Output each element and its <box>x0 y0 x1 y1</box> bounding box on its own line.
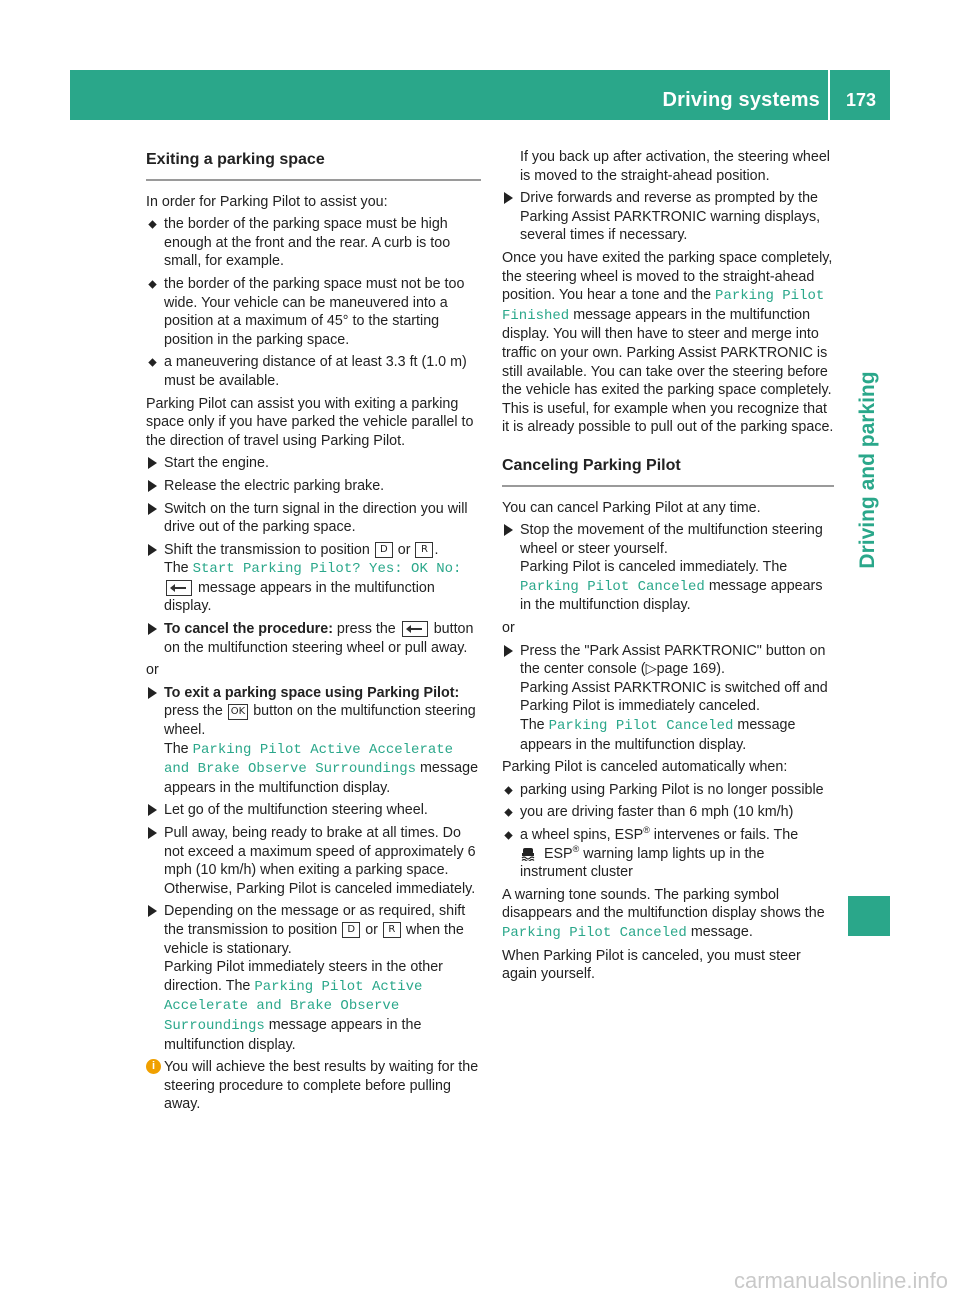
list-item: the border of the parking space must not be too wide. Your vehicle can be maneuvered into a position at a maximum of 45° to the starting position in the parking space. <box>146 275 481 349</box>
section-title: Driving systems <box>662 89 820 111</box>
gear-r-key: R <box>415 542 433 558</box>
page-number: 173 <box>845 90 877 110</box>
list-item: parking using Parking Pilot is no longer possible <box>502 781 834 800</box>
list-item: you are driving faster than 6 mph (10 km/h) <box>502 803 834 822</box>
step-arrow-icon <box>504 524 513 536</box>
or-text: or <box>502 620 515 637</box>
page-ref-arrow-icon: ▷ <box>645 661 657 678</box>
step-item: Press the "Park Assist PARKTRONIC" button on the center console (▷page 169). Parking Assist PARKTRONIC is switched off and Parking Pilot is immediately canceled. The Parking Pilot Canceled message appears in the multifunction display. <box>502 642 834 755</box>
step-arrow-icon <box>148 457 157 469</box>
info-icon: i <box>146 1059 161 1074</box>
gear-r-key: R <box>383 922 401 938</box>
intro-text: In order for Parking Pilot to assist you: <box>146 193 388 210</box>
display-message: Parking Pilot Active Accelerate and Brake Observe Surroundings <box>164 741 454 778</box>
header-bar <box>70 70 890 120</box>
left-column <box>146 148 481 1118</box>
display-message: Parking Pilot Active Accelerate and Brake Observe Surroundings <box>164 978 423 1034</box>
header-divider <box>828 70 830 120</box>
paragraph: When Parking Pilot is canceled, you must steer again yourself. <box>502 947 801 983</box>
step-arrow-icon <box>148 623 157 635</box>
step-item: Pull away, being ready to brake at all times. Do not exceed a maximum speed of approximately 6 mph (10 km/h) when exiting a parking space. Otherwise, Parking Pilot is canceled immediately. <box>146 824 481 898</box>
step-item: Stop the movement of the multifunction steering wheel or steer yourself. Parking Pilot is canceled immediately. The Parking Pilot Canceled message appears in the multifunction display. <box>502 521 834 615</box>
display-message: Start Parking Pilot? Yes: OK No: <box>192 561 462 578</box>
list-item: a maneuvering distance of at least 3.3 ft (1.0 m) must be available. <box>146 353 481 390</box>
list-item: the border of the parking space must be high enough at the front and the rear. A curb is too small, for example. <box>146 215 481 271</box>
side-tab-marker <box>848 896 890 936</box>
step-arrow-icon <box>148 503 157 515</box>
step-item: Release the electric parking brake. <box>146 477 481 496</box>
paragraph: Parking Pilot can assist you with exiting a parking space only if you have parked the vehicle parallel to the direction of travel using Parking Pilot. <box>146 395 474 449</box>
step-item: Let go of the multifunction steering wheel. <box>146 801 481 820</box>
step-item: Drive forwards and reverse as prompted by the Parking Assist PARKTRONIC warning displays, several times if necessary. <box>502 189 834 245</box>
step-arrow-icon <box>148 687 157 699</box>
step-item: Switch on the turn signal in the direction you will drive out of the parking space. <box>146 500 481 537</box>
step-item: Shift the transmission to position D or R . The Start Parking Pilot? Yes: OK No: message appears in the multifunction display. <box>146 541 481 616</box>
paragraph: If you back up after activation, the steering wheel is moved to the straight-ahead position. <box>520 149 830 184</box>
esp-warning-icon <box>520 847 536 861</box>
back-button-icon <box>166 580 192 596</box>
display-message: Parking Pilot Canceled <box>520 578 705 595</box>
section-heading: Canceling Parking Pilot <box>502 457 834 487</box>
gear-d-key: D <box>342 922 360 938</box>
step-arrow-icon <box>148 544 157 556</box>
list-item: a wheel spins, ESP® intervenes or fails. The ESP® warning lamp lights up in the instrument cluster <box>502 826 834 882</box>
step-arrow-icon <box>148 905 157 917</box>
step-arrow-icon <box>148 480 157 492</box>
display-message: Parking Pilot Canceled <box>548 718 734 735</box>
or-text: or <box>146 662 159 679</box>
step-arrow-icon <box>504 192 513 204</box>
step-item: Depending on the message or as required, shift the transmission to position D or R when the vehicle is stationary. Parking Pilot immediately steers in the other direction. The Parking Pilot Active Accelerate and Brake Observe Surroundings message appears in the multifunction display. <box>146 902 481 1054</box>
back-button-icon <box>402 621 428 637</box>
display-message: Parking Pilot Canceled <box>502 924 687 941</box>
step-arrow-icon <box>504 645 513 657</box>
info-note: i You will achieve the best results by waiting for the steering procedure to complete before pulling away. <box>146 1058 481 1114</box>
step-arrow-icon <box>148 827 157 839</box>
intro-text: You can cancel Parking Pilot at any time. <box>502 499 761 516</box>
step-item: Start the engine. <box>146 454 481 473</box>
ok-key: OK <box>228 704 248 720</box>
side-tab-label: Driving and parking <box>856 371 879 569</box>
step-item: To cancel the procedure: press the button on the multifunction steering wheel or pull away. <box>146 620 481 657</box>
display-message: Parking Pilot Finished <box>502 288 825 324</box>
paragraph: Once you have exited the parking space completely, the steering wheel is moved to the straight-ahead position. You hear a tone and the Parking Pilot Finished message appears in the multifunction display. You will then have to steer and merge into traffic on your own. Parking Assist PARKTRONIC is still available. You can take over the steering before the vehicle has exited the parking space completely. This is useful, for example when you recognize that it is already possible to pull out of the parking space. <box>502 249 834 436</box>
right-column <box>502 148 834 988</box>
footer-watermark: carmanualsonline.info <box>733 1268 948 1293</box>
step-arrow-icon <box>148 804 157 816</box>
section-heading: Exiting a parking space <box>146 151 481 181</box>
gear-d-key: D <box>375 542 393 558</box>
paragraph: A warning tone sounds. The parking symbol disappears and the multifunction display shows the Parking Pilot Canceled message. <box>502 886 825 941</box>
step-item: To exit a parking space using Parking Pilot: press the OK button on the multifunction steering wheel. The Parking Pilot Active Accelerate and Brake Observe Surroundings message appears in the multifunction display. <box>146 684 481 798</box>
paragraph: Parking Pilot is canceled automatically when: <box>502 759 788 776</box>
page-reference[interactable]: page 169 <box>656 661 717 678</box>
